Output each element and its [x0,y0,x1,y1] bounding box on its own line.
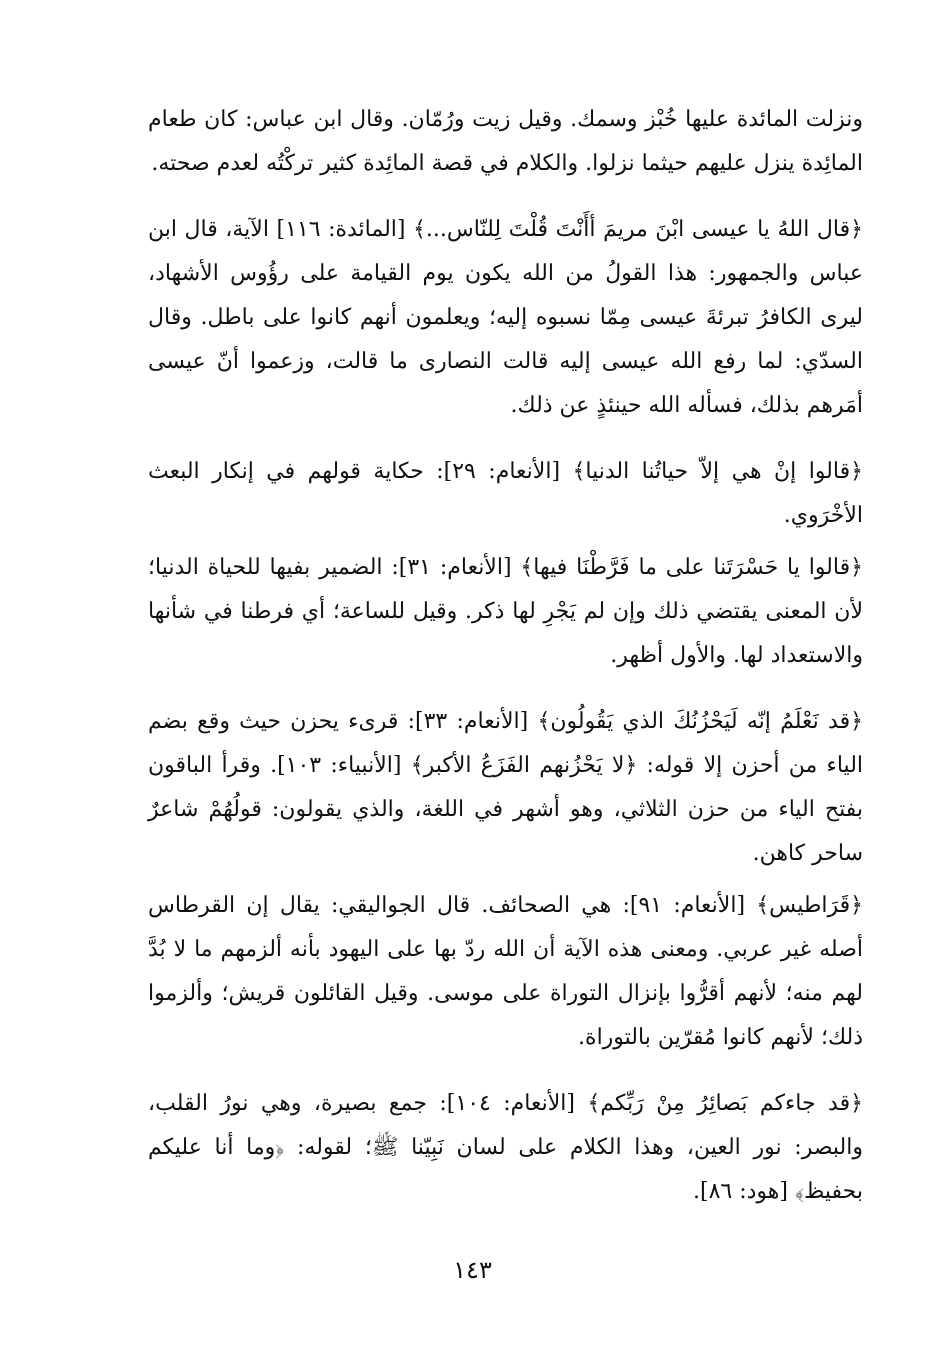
paragraph-anam-31: ﴿قالوا يا حَسْرَتَنا على ما فَرَّطْنَا فيها﴾ [الأنعام: ٣١]: الضمير بفيها للحياة الدنيا؛ لأن المعنى يقتضي ذلك وإن لم يَجْرِ لها ذكر. وقيل للساعة؛ أي فرطنا في شأنها والاستعداد لها. والأول أظهر. [148,555,863,668]
paragraph-anam-104: ﴿قد جاءكم بَصائِرُ مِنْ رَبِّكم﴾ [الأنعام: ١٠٤]: جمع بصيرة، وهي نورُ القلب، والبصر: نور العين، وهذا الكلام على لسان نَبِيّنا ﷺ؛ لقوله: ﴿وما أنا عليكم بحفيظ﴾ [هود: ٨٦]. [148,1091,863,1204]
page-number: ١٤٣ [453,1256,492,1284]
page-body [148,98,863,1222]
paragraph-maida-food: ونزلت المائدة عليها خُبْز وسمك. وقيل زيت ورُمّان. وقال ابن عباس: كان طعام المائِدة ينزل عليهم حيثما نزلوا. والكلام في قصة المائِدة كثير تركْتُه لعدم صحته. [148,107,863,176]
paragraph-anam-29: ﴿قالوا إنْ هي إلاّ حياتُنا الدنيا﴾ [الأنعام: ٢٩]: حكاية قولهم في إنكار البعث الأخْرَوي. [148,459,863,528]
paragraph-anam-33: ﴿قد نَعْلَمُ إنّه لَيَحْزُنُكَ الذي يَقُولُون﴾ [الأنعام: ٣٣]: قرىء يحزن حيث وقع بضم الياء من أحزن إلا قوله: ﴿لا يَحْزُنهم الفَزَعُ الأكبر﴾ [الأنبياء: ١٠٣]. وقرأ الباقون بفتح الياء من حزن الثلاثي، وهو أشهر في اللغة، والذي يقولون: قولُهُمْ شاعرٌ ساحر كاهن. [148,709,864,866]
paragraph-anam-91: ﴿قَرَاطيس﴾ [الأنعام: ٩١]: هي الصحائف. قال الجواليقي: يقال إن القرطاس أصله غير عربي. ومعنى هذه الآية أن الله ردّ بها على اليهود بأنه ألزمهم ما لا بُدَّ لهم منه؛ لأنهم أقرُّوا بإنزال التوراة على موسى. وقيل القائلون قريش؛ وألزموا ذلك؛ لأنهم كانوا مُقرّين بالتوراة. [148,893,863,1050]
paragraph-maida-116: ﴿قال اللهُ يا عيسى ابْنَ مريمَ أأَنْتَ قُلْتَ لِلنّاس...﴾ [المائدة: ١١٦] الآية، قال ابن عباس والجمهور: هذا القولُ من الله يكون يوم القيامة على رؤُوس الأشهاد، ليرى الكافرُ تبرئةَ عيسى مِمّا نسبوه إليه؛ ويعلمون أنهم كانوا على باطل. وقال السدّي: لما رفع الله عيسى إليه قالت النصارى ما قالت، وزعموا أنّ عيسى أمَرهم بذلك، فسأله الله حينئذٍ عن ذلك. [148,217,863,418]
